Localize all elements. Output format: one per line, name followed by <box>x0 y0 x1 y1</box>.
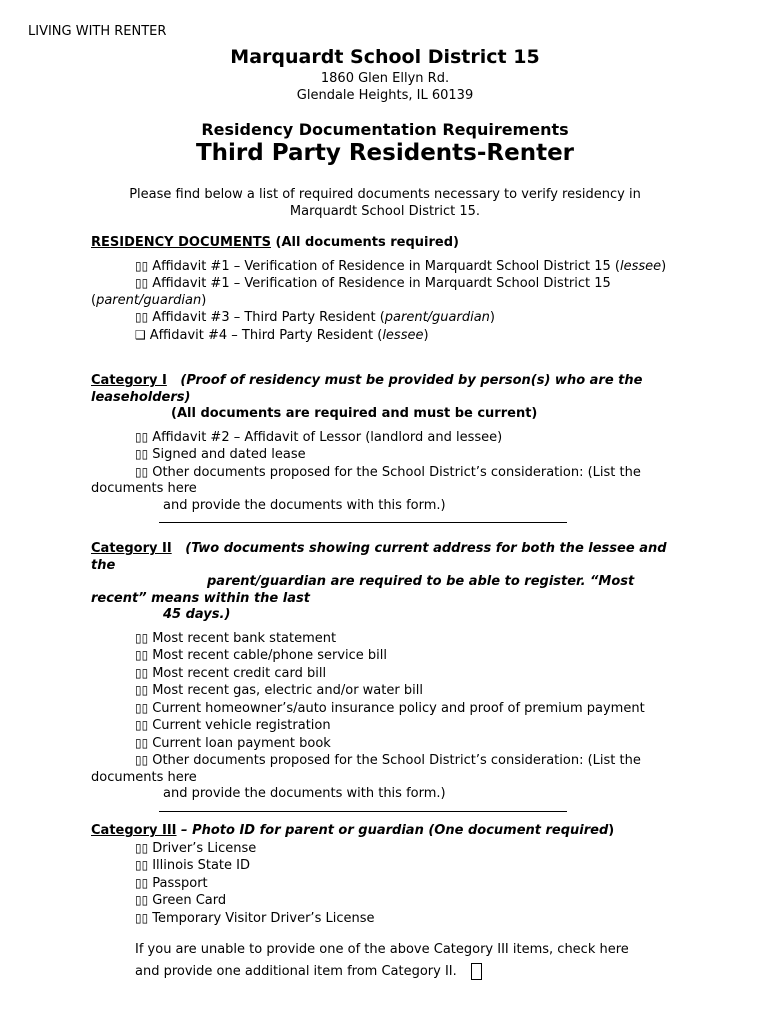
category-2-desc-2: parent/guardian are required to be able to register. “Most recent” means within the last <box>91 574 635 606</box>
item-text: Affidavit #1 – Verification of Residence in Marquardt School District 15 ( <box>91 276 611 308</box>
category-1-section <box>91 373 691 523</box>
item-text: Most recent gas, electric and/or water bill <box>152 683 423 698</box>
category-1-note: (All documents are required and must be current) <box>171 406 538 421</box>
category-3-desc: – Photo ID for parent or guardian (One document required <box>181 823 609 838</box>
category-1-item <box>91 446 691 464</box>
category-3-item <box>91 840 691 858</box>
category-2-item <box>91 752 691 786</box>
checkbox-icon[interactable]: ▯▯ <box>135 840 149 855</box>
residency-heading-note: (All documents required) <box>275 235 459 250</box>
item-text: Illinois State ID <box>152 858 250 873</box>
item-text: Other documents proposed for the School District’s consideration: (List the documents here <box>91 753 641 785</box>
checkbox-icon[interactable]: ▯▯ <box>135 753 149 767</box>
footer-line-2: and provide one additional item from Category II. <box>135 964 457 979</box>
category-1-item <box>91 464 691 498</box>
item-text: Other documents proposed for the School District’s consideration: (List the documents here <box>91 464 641 496</box>
category-2-item <box>91 665 691 683</box>
category-2-item <box>91 700 691 718</box>
residency-item <box>91 309 691 327</box>
category-2-item <box>91 735 691 753</box>
checkbox-icon[interactable]: ▯▯ <box>135 893 149 907</box>
checkbox-icon[interactable]: ▯▯ <box>135 735 149 750</box>
category-2-desc-1: (Two documents showing current address for both the lessee and the <box>91 541 667 573</box>
item-text: Driver’s License <box>152 840 257 856</box>
checkbox-icon[interactable]: ▯▯ <box>135 429 149 444</box>
residency-item <box>91 258 691 276</box>
intro-text: Please find below a list of required documents necessary to verify residency in Marquardt School District 15. <box>129 187 641 219</box>
item-tail: ) <box>201 292 207 308</box>
category-2-section <box>91 541 691 812</box>
document-title: Third Party Residents-Renter <box>195 140 575 166</box>
checkbox-icon[interactable]: ▯▯ <box>135 700 149 715</box>
category-2-item <box>91 630 691 648</box>
item-emphasis: parent/guardian <box>96 292 202 308</box>
checkbox-icon[interactable]: ▯▯ <box>135 258 149 273</box>
category-1-item <box>91 429 691 447</box>
category-1-fill-line[interactable] <box>159 514 567 523</box>
category-1-label: Category I <box>91 373 167 388</box>
item-text: Affidavit #3 – Third Party Resident ( <box>152 310 385 325</box>
checkbox-icon[interactable]: ▯▯ <box>135 718 149 732</box>
item-text: Most recent cable/phone service bill <box>152 648 388 663</box>
item-text: Temporary Visitor Driver’s License <box>152 910 375 926</box>
item-text: Green Card <box>152 893 227 908</box>
header-tag: LIVING WITH RENTER <box>28 24 167 39</box>
check-here-checkbox[interactable] <box>471 963 482 980</box>
category-3-label: Category III <box>91 823 177 838</box>
residency-section <box>91 235 691 344</box>
item-text: Affidavit #2 – Affidavit of Lessor (landlord and lessee) <box>152 429 503 445</box>
checkbox-icon[interactable]: ▯▯ <box>135 648 149 662</box>
item-tail: ) <box>423 327 429 343</box>
checkbox-icon[interactable]: ▯▯ <box>135 447 149 461</box>
category-3-item <box>91 910 691 928</box>
category-1-continuation: and provide the documents with this form.) <box>163 497 446 513</box>
checkbox-icon[interactable]: ▯▯ <box>135 276 149 290</box>
category-1-desc: (Proof of residency must be provided by person(s) who are the leaseholders) <box>91 373 643 405</box>
item-tail: ) <box>489 310 495 325</box>
category-3-desc-close: ) <box>608 823 615 838</box>
item-text: Current vehicle registration <box>152 718 331 733</box>
address-line-1: 1860 Glen Ellyn Rd. <box>320 71 450 86</box>
category-3-item <box>91 857 691 875</box>
footer-line-1: If you are unable to provide one of the above Category III items, check here <box>135 942 629 957</box>
item-text: Affidavit #1 – Verification of Residence in Marquardt School District 15 ( <box>152 258 620 274</box>
address-line-2: Glendale Heights, IL 60139 <box>296 88 474 103</box>
item-tail: ) <box>661 258 667 274</box>
item-text: Current homeowner’s/auto insurance policy and proof of premium payment <box>152 700 645 716</box>
residency-heading: RESIDENCY DOCUMENTS <box>91 235 271 250</box>
category-2-continuation: and provide the documents with this form.) <box>163 786 446 801</box>
category-3-section <box>91 823 691 927</box>
item-emphasis: lessee <box>620 258 662 274</box>
checkbox-icon[interactable]: ▯▯ <box>135 683 149 697</box>
item-text: Most recent credit card bill <box>152 665 327 681</box>
residency-item <box>91 327 691 345</box>
category-2-desc-3: 45 days.) <box>163 607 231 622</box>
item-text: Most recent bank statement <box>152 630 337 646</box>
checkbox-icon[interactable]: ▯▯ <box>135 310 149 324</box>
category-2-fill-line[interactable] <box>159 803 567 812</box>
checkbox-icon[interactable]: ▯▯ <box>135 910 149 925</box>
category-2-item <box>91 647 691 665</box>
item-text: Affidavit #4 – Third Party Resident ( <box>149 327 383 343</box>
item-emphasis: lessee <box>382 327 424 343</box>
item-text: Signed and dated lease <box>152 447 306 462</box>
checkbox-icon[interactable]: ❑ <box>135 327 146 342</box>
item-text: Current loan payment book <box>152 735 331 751</box>
item-emphasis: parent/guardian <box>384 310 490 325</box>
checkbox-icon[interactable]: ▯▯ <box>135 665 149 680</box>
checkbox-icon[interactable]: ▯▯ <box>135 630 149 645</box>
category-3-item <box>91 875 691 893</box>
category-2-label: Category II <box>91 541 172 556</box>
category-2-item <box>91 717 691 735</box>
category-3-item <box>91 892 691 910</box>
item-text: Passport <box>152 875 208 891</box>
checkbox-icon[interactable]: ▯▯ <box>135 464 149 479</box>
checkbox-icon[interactable]: ▯▯ <box>135 875 149 890</box>
footer-section <box>91 939 691 983</box>
category-2-item <box>91 682 691 700</box>
residency-item <box>91 275 691 309</box>
checkbox-icon[interactable]: ▯▯ <box>135 858 149 872</box>
requirements-title: Residency Documentation Requirements <box>201 120 569 139</box>
district-name: Marquardt School District 15 <box>230 46 540 68</box>
